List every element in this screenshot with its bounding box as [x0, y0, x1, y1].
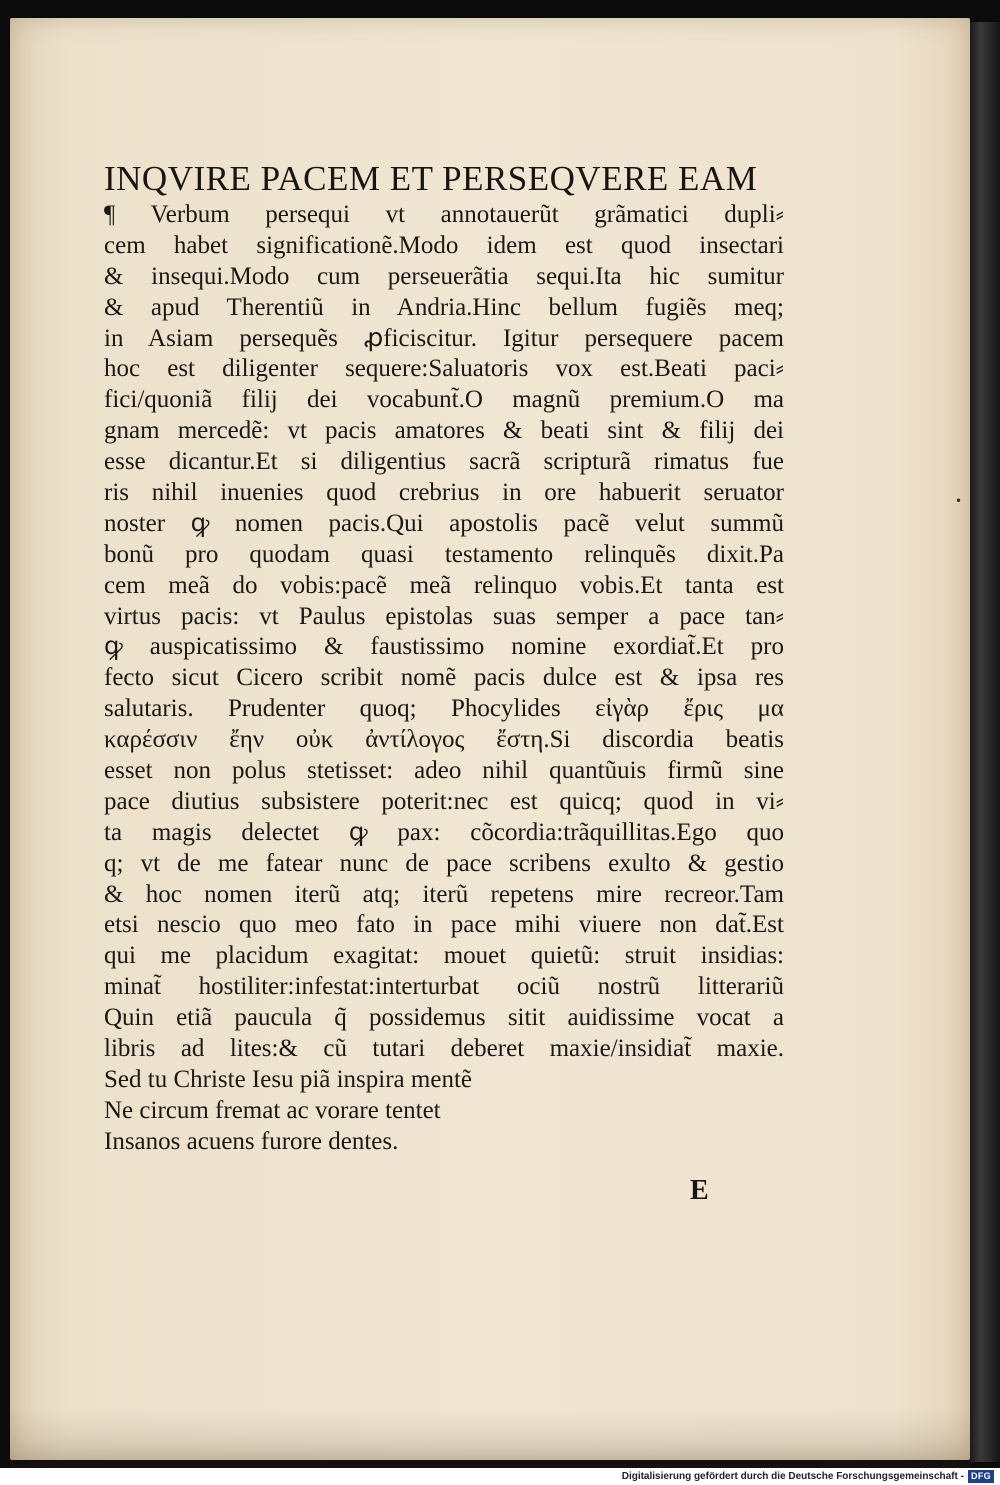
text-line: ¶ Verbum persequi vt annotauerũt grãmatici dupli⸗: [104, 201, 784, 228]
text-line: q; vt de me fatear nunc de pace scribens exulto & gestio: [104, 849, 784, 877]
text-line: καρέσσιν ἔην οὐκ ἀντίλογος ἔστη.Si discordia beatis: [104, 726, 784, 754]
text-line: qui me placidum exagitat: mouet quietũ: struit insidias:: [104, 942, 784, 970]
text-line: cem habet significationẽ.Modo idem est quod insectari: [104, 231, 784, 259]
text-line: in Asiam persequẽs ꝓficiscitur. Igitur persequere pacem: [104, 324, 784, 352]
text-line: fecto sicut Cicero scribit nomẽ pacis dulce est & ipsa res: [104, 664, 784, 692]
text-line: salutaris. Prudenter quoq; Phocylides εἰγὰρ ἔρις μα: [104, 695, 784, 723]
text-line: & apud Therentiũ in Andria.Hinc bellum fugiẽs meq;: [104, 293, 784, 321]
text-line: virtus pacis: vt Paulus epistolas suas semper a pace tan⸗: [104, 602, 784, 630]
text-line: Sed tu Christe Iesu piã inspira mentẽ: [104, 1065, 472, 1093]
text-line: fici/quoniã filij dei vocabunt̃.O magnũ premium.O ma: [104, 386, 784, 414]
text-line: Insanos acuens furore dentes.: [104, 1127, 399, 1155]
signature-mark: E: [690, 1175, 709, 1206]
page-blemish: •: [955, 494, 963, 508]
text-line: pace diutius subsistere poterit:nec est quicq; quod in vi⸗: [104, 787, 784, 815]
text-line: bonũ pro quodam quasi testamento relinquẽs dixit.Pa: [104, 540, 784, 568]
text-line: noster ꝙ nomen pacis.Qui apostolis pacẽ velut summũ: [104, 509, 784, 537]
text-line: & hoc nomen iterũ atq; iterũ repetens mire recreor.Tam: [104, 880, 784, 908]
dfg-logo: DFG: [968, 1470, 994, 1483]
text-line: ris nihil inuenies quod crebrius in ore habuerit seruator: [104, 479, 784, 507]
page-heading: INQVIRE PACEM ET PERSEQVERE EAM: [104, 159, 758, 198]
text-line: hoc est diligenter sequere:Saluatoris vox est.Beati paci⸗: [104, 355, 784, 383]
text-line: minat̃ hostiliter:infestat:interturbat ociũ nostrũ litterariũ: [104, 973, 784, 1001]
page-wear-shadow: [10, 1408, 970, 1468]
text-line: libris ad lites:& cũ tutari deberet maxie/insidiat̃ maxie.: [104, 1035, 784, 1063]
text-line: ta magis delectet ꝙ pax: cõcordia:trãquillitas.Ego quo: [104, 818, 784, 846]
text-line: Quin etiã paucula q̃ possidemus sitit auidissime vocat a: [104, 1004, 784, 1032]
footer-bar: [0, 1468, 1000, 1485]
text-line: Ne circum fremat ac vorare tentet: [104, 1096, 441, 1124]
text-line: esset non polus stetisset: adeo nihil quantũuis firmũ sine: [104, 757, 784, 785]
text-line: esse dicantur.Et si diligentius sacrã scripturã rimatus fue: [104, 448, 784, 476]
footer-credit: Digitalisierung gefördert durch die Deutsche Forschungsgemeinschaft -: [621, 1471, 964, 1482]
text-line: gnam mercedẽ: vt pacis amatores & beati sint & filij dei: [104, 417, 784, 445]
body-text: [104, 200, 784, 1158]
text-line: & insequi.Modo cum perseuerãtia sequi.Ita hic sumitur: [104, 262, 784, 290]
text-line: etsi nescio quo meo fato in pace mihi viuere non dat̃.Est: [104, 911, 784, 939]
text-line: ꝙ auspicatissimo & faustissimo nomine exordiat̃.Et pro: [104, 633, 784, 661]
book-edge: [970, 22, 1000, 1462]
text-line: cem meã do vobis:pacẽ meã relinquo vobis.Et tanta est: [104, 571, 784, 599]
